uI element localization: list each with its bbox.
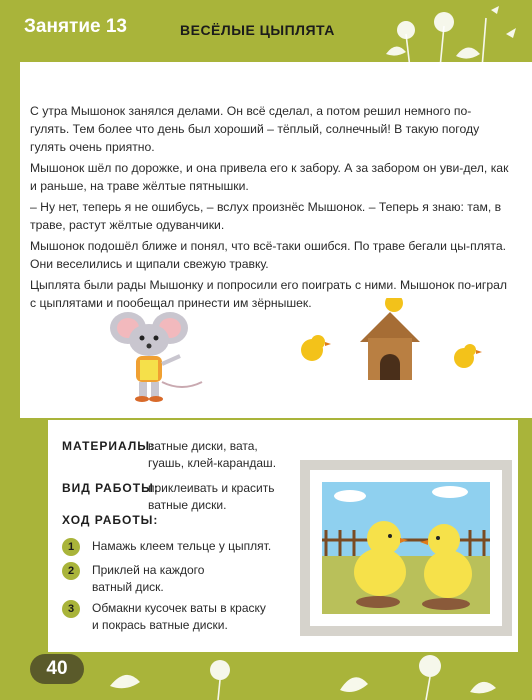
step-text: Намажь клеем тельце у цыплят. [92, 539, 272, 553]
story-paragraph: С утра Мышонок занялся делами. Он всё сделал, а потом решил немного по-гулять. Тем более что день был хороший – тёплый, солнечный! В такую погоду гулять очень приятно. [30, 104, 480, 154]
story-panel [20, 62, 532, 418]
dandelion-decoration-icon [100, 646, 530, 700]
lesson-title: ВЕСЁЛЫЕ ЦЫПЛЯТА [180, 22, 335, 38]
work-type-value: приклеивать и красить ватные диски. [148, 481, 275, 512]
dandelion-decoration-icon [366, 4, 526, 70]
step-text: Приклей на каждого ватный диск. [92, 563, 205, 594]
work-type-label: ВИД РАБОТЫ: [62, 481, 159, 495]
story-text [30, 102, 510, 315]
story-paragraph: – Ну нет, теперь я не ошибусь, – вслух произнёс Мышонок. – Теперь я знаю: там, в траве, растут жёлтые одуванчики. [30, 200, 502, 232]
materials-value: ватные диски, вата, гуашь, клей-карандаш. [148, 439, 277, 470]
chicken-house-illustration [360, 312, 420, 380]
lesson-number: Занятие 13 [24, 16, 127, 37]
mouse-illustration [110, 312, 202, 402]
step-number-badge: 1 [62, 538, 80, 556]
step-number-badge: 2 [62, 562, 80, 580]
story-paragraph: Мышонок шёл по дорожке, и она привела его к забору. А за забором он уви-дел, как и раньше, на траве жёлтые пятнышки. [30, 161, 509, 193]
story-paragraph: Мышонок подошёл ближе и понял, что всё-таки ошибся. По траве бегали цы-плята. Они веселились и щипали свежую травку. [30, 239, 507, 271]
page-number: 40 [30, 654, 84, 684]
step-text: Обмакни кусочек ваты в краску и покрась ватные диски. [92, 601, 266, 632]
story-paragraph: Цыплята были рады Мышонку и попросили его поиграть с ними. Мышонок по-играл с цыплятами и пообещал принести им зёрнышек. [30, 278, 508, 310]
craft-example-picture [300, 460, 512, 636]
work-process-label: ХОД РАБОТЫ: [62, 513, 159, 527]
story-illustration [20, 298, 532, 408]
materials-label: МАТЕРИАЛЫ: [62, 439, 156, 453]
step-number-badge: 3 [62, 600, 80, 618]
